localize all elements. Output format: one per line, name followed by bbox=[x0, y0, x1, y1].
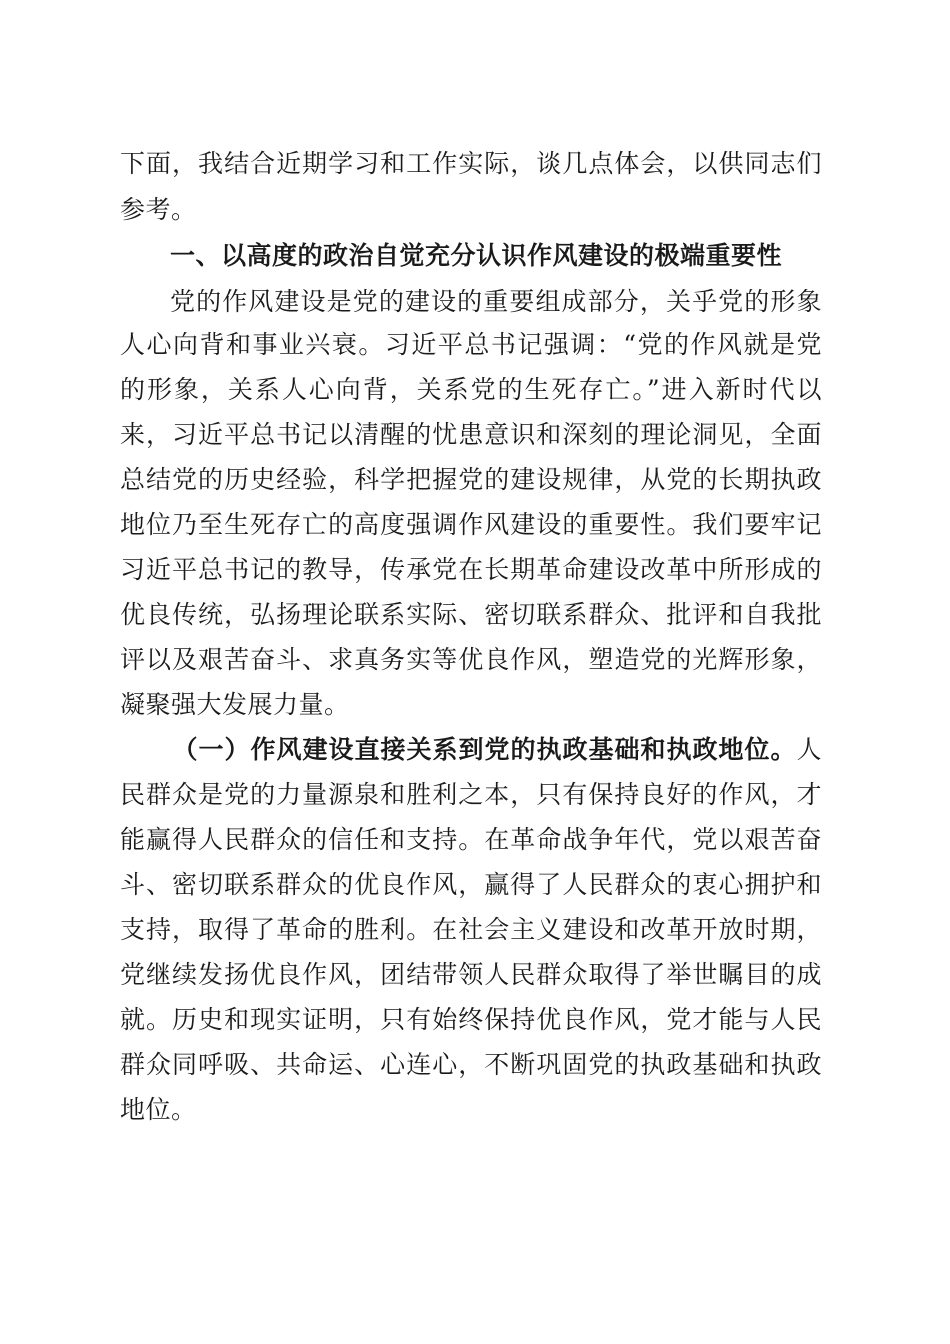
subheading-line bbox=[120, 729, 822, 771]
intro-line: 下面，我结合近期学习和工作实际，谈几点体会，以供同志们 bbox=[120, 149, 822, 178]
paragraph-line: 党的作风建设是党的建设的重要组成部分，关乎党的形象 bbox=[170, 287, 822, 316]
paragraph-line: 地位。 bbox=[120, 1095, 197, 1124]
paragraph-line: 习近平总书记的教导，传承党在长期革命建设改革中所形成的 bbox=[120, 555, 822, 584]
paragraph-line: 来，习近平总书记以清醒的忧患意识和深刻的理论洞见，全面 bbox=[120, 420, 822, 449]
paragraph-line: 总结党的历史经验，科学把握党的建设规律，从党的长期执政 bbox=[120, 465, 822, 494]
paragraph-line: 民群众是党的力量源泉和胜利之本，只有保持良好的作风，才 bbox=[120, 780, 822, 809]
subheading-tail: 人 bbox=[796, 735, 822, 764]
paragraph-line: 就。历史和现实证明，只有始终保持优良作风，党才能与人民 bbox=[120, 1005, 822, 1034]
paragraph-line: 凝聚强大发展力量。 bbox=[120, 690, 350, 719]
paragraph-line: 优良传统，弘扬理论联系实际、密切联系群众、批评和自我批 bbox=[120, 600, 822, 629]
paragraph-line: 人心向背和事业兴衰。习近平总书记强调：“党的作风就是党 bbox=[120, 330, 822, 359]
paragraph-line: 地位乃至生死存亡的高度强调作风建设的重要性。我们要牢记 bbox=[120, 510, 822, 539]
paragraph-line: 的形象，关系人心向背，关系党的生死存亡。”进入新时代以 bbox=[120, 375, 822, 404]
paragraph-line: 群众同呼吸、共命运、心连心，不断巩固党的执政基础和执政 bbox=[120, 1050, 822, 1079]
paragraph-line: 支持，取得了革命的胜利。在社会主义建设和改革开放时期， bbox=[120, 915, 822, 944]
paragraph-line: 党继续发扬优良作风，团结带领人民群众取得了举世瞩目的成 bbox=[120, 960, 822, 989]
subheading-title: （一）作风建设直接关系到党的执政基础和执政地位。 bbox=[172, 735, 797, 764]
intro-line: 参考。 bbox=[120, 195, 197, 224]
paragraph-line: 评以及艰苦奋斗、求真务实等优良作风，塑造党的光辉形象， bbox=[120, 645, 822, 674]
paragraph-line: 能赢得人民群众的信任和支持。在革命战争年代，党以艰苦奋 bbox=[120, 825, 822, 854]
paragraph-line: 斗、密切联系群众的优良作风，赢得了人民群众的衷心拥护和 bbox=[120, 870, 822, 899]
section-heading: 一、以高度的政治自觉充分认识作风建设的极端重要性 bbox=[170, 241, 783, 270]
